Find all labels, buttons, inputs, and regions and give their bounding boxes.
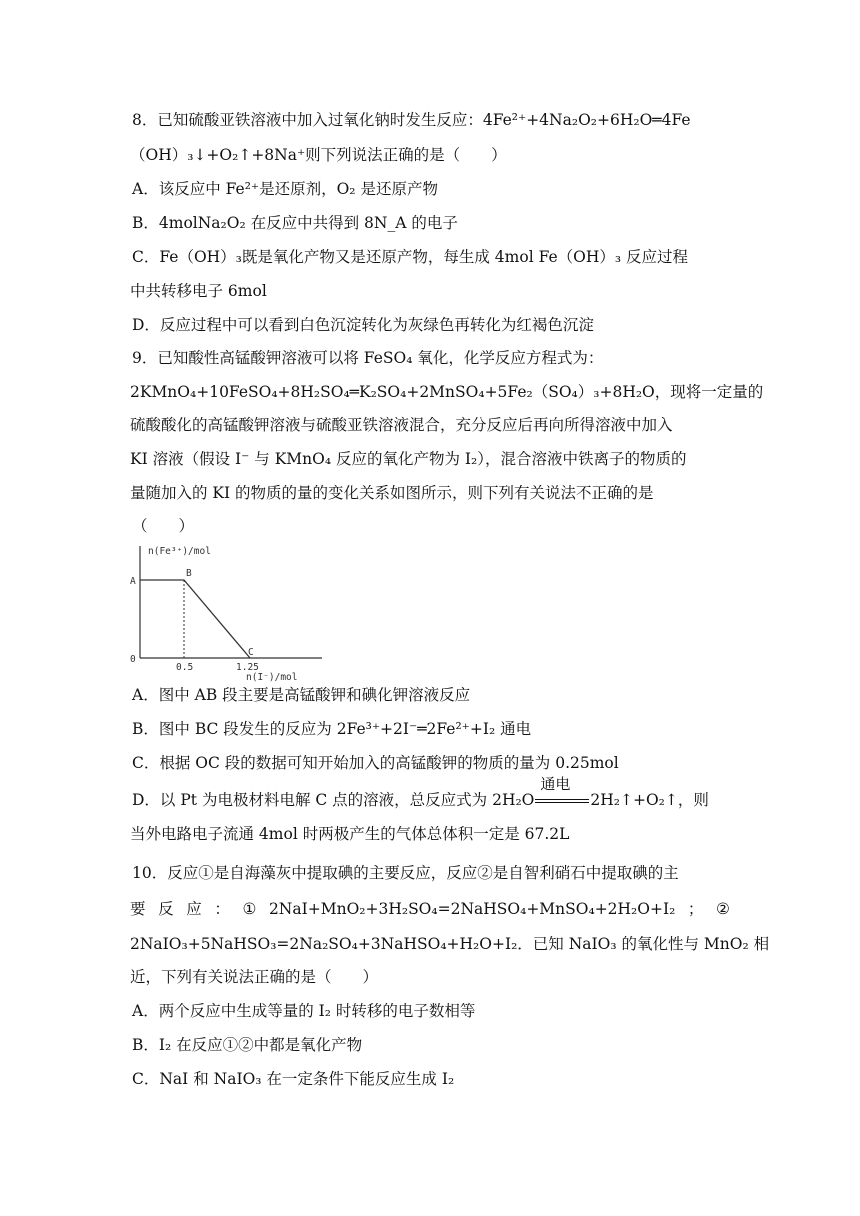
q10-option-c: C．NaI 和 NaIO₃ 在一定条件下能反应生成 I₂: [132, 1070, 455, 1088]
q10-word: ；: [687, 900, 704, 918]
q8-stem-line-1: 8．已知硫酸亚铁溶液中加入过氧化钠时发生反应：4Fe²⁺+4Na₂O₂+6H₂O═4Fe: [132, 111, 691, 129]
q10-word: ①: [242, 900, 257, 918]
q10-word: 应: [186, 900, 202, 918]
q9-stem-line-6: （ ）: [132, 517, 195, 535]
q8-option-c-line-2: 中共转移电子 6mol: [130, 282, 267, 300]
q8-stem-line-2: （OH）₃↓+O₂↑+8Na⁺则下列说法正确的是（ ）: [130, 146, 507, 164]
q10-stem-line-2: [130, 898, 730, 920]
q9-stem-line-2: 2KMnO₄+10FeSO₄+8H₂SO₄═K₂SO₄+2MnSO₄+5Fe₂（SO₄）₃+8H₂O，现将一定量的: [130, 383, 764, 401]
q8-option-c-line-1: C．Fe（OH）₃既是氧化产物又是还原产物，每生成 4mol Fe（OH）₃ 反应过程: [132, 248, 689, 266]
fe-ion-graph: [126, 540, 326, 682]
q10-option-a: A．两个反应中生成等量的 I₂ 时转移的电子数相等: [132, 1002, 476, 1020]
electrolysis-condition: 通电: [540, 775, 571, 793]
q9-option-d-line-2: 当外电路电子流通 4mol 时两极产生的气体总体积一定是 67.2L: [130, 825, 570, 843]
q10-option-b: B．I₂ 在反应①②中都是氧化产物: [132, 1036, 363, 1054]
q10-stem-line-1: 10．反应①是自海藻灰中提取碘的主要反应，反应②是自智利硝石中提取碘的主: [132, 864, 679, 882]
q9-option-d-pre: D．以 Pt 为电极材料电解 C 点的溶液，总反应式为 2H₂O: [132, 791, 535, 809]
q9-option-a: A．图中 AB 段主要是高锰酸钾和碘化钾溶液反应: [132, 686, 471, 704]
q10-word: 要: [130, 900, 146, 918]
q10-equation-1: 2NaI+MnO₂+3H₂SO₄=2NaHSO₄+MnSO₄+2H₂O+I₂: [268, 900, 676, 918]
electrolysis-arrow: [534, 775, 590, 811]
q9-option-d-line-1: [132, 775, 709, 811]
data-line: [140, 580, 250, 658]
q10-word: ②: [716, 900, 730, 918]
x-tick-label: 0.5: [176, 662, 194, 673]
q9-option-b: B．图中 BC 段发生的反应为 2Fe³⁺+2I⁻═2Fe²⁺+I₂ 通电: [132, 720, 532, 738]
q10-word: ：: [214, 900, 230, 918]
q9-option-d-post: 2H₂↑+O₂↑，则: [590, 791, 709, 809]
x-axis-label: n(I⁻)/mol: [246, 672, 298, 682]
q8-option-b: B．4molNa₂O₂ 在反应中共得到 8N_A 的电子: [132, 214, 458, 232]
q9-stem-line-5: 量随加入的 KI 的物质的量的变化关系如图所示，则下列有关说法不正确的是: [130, 484, 654, 502]
q9-stem-line-3: 硫酸酸化的高锰酸钾溶液与硫酸亚铁溶液混合，充分反应后再向所得溶液中加入: [130, 416, 673, 434]
equals-sign-icon: [535, 799, 589, 803]
x-tick-label: 1.25: [236, 662, 259, 673]
q10-stem-line-4: 近，下列有关说法正确的是（ ）: [130, 968, 379, 986]
q10-stem-line-3: 2NaIO₃+5NaHSO₃=2Na₂SO₄+3NaHSO₄+H₂O+I₂．已知 NaIO₃ 的氧化性与 MnO₂ 相: [130, 935, 770, 953]
q8-option-a: A．该反应中 Fe²⁺是还原剂，O₂ 是还原产物: [132, 180, 438, 198]
point-label-c: C: [248, 647, 254, 658]
q9-stem-line-1: 9．已知酸性高锰酸钾溶液可以将 FeSO₄ 氧化，化学反应方程式为：: [132, 349, 604, 367]
y-axis-label: n(Fe³⁺)/mol: [148, 546, 211, 557]
q9-option-c: C．根据 OC 段的数据可知开始加入的高锰酸钾的物质的量为 0.25mol: [132, 754, 619, 772]
point-label-a: A: [130, 576, 136, 587]
point-label-b: B: [186, 568, 192, 579]
q9-stem-line-4: KI 溶液（假设 I⁻ 与 KMnO₄ 反应的氧化产物为 I₂），混合溶液中铁离子的物质的: [130, 450, 687, 468]
q8-option-d: D．反应过程中可以看到白色沉淀转化为灰绿色再转化为红褐色沉淀: [132, 316, 594, 334]
q10-word: 反: [158, 900, 174, 918]
origin-label: 0: [130, 654, 136, 665]
